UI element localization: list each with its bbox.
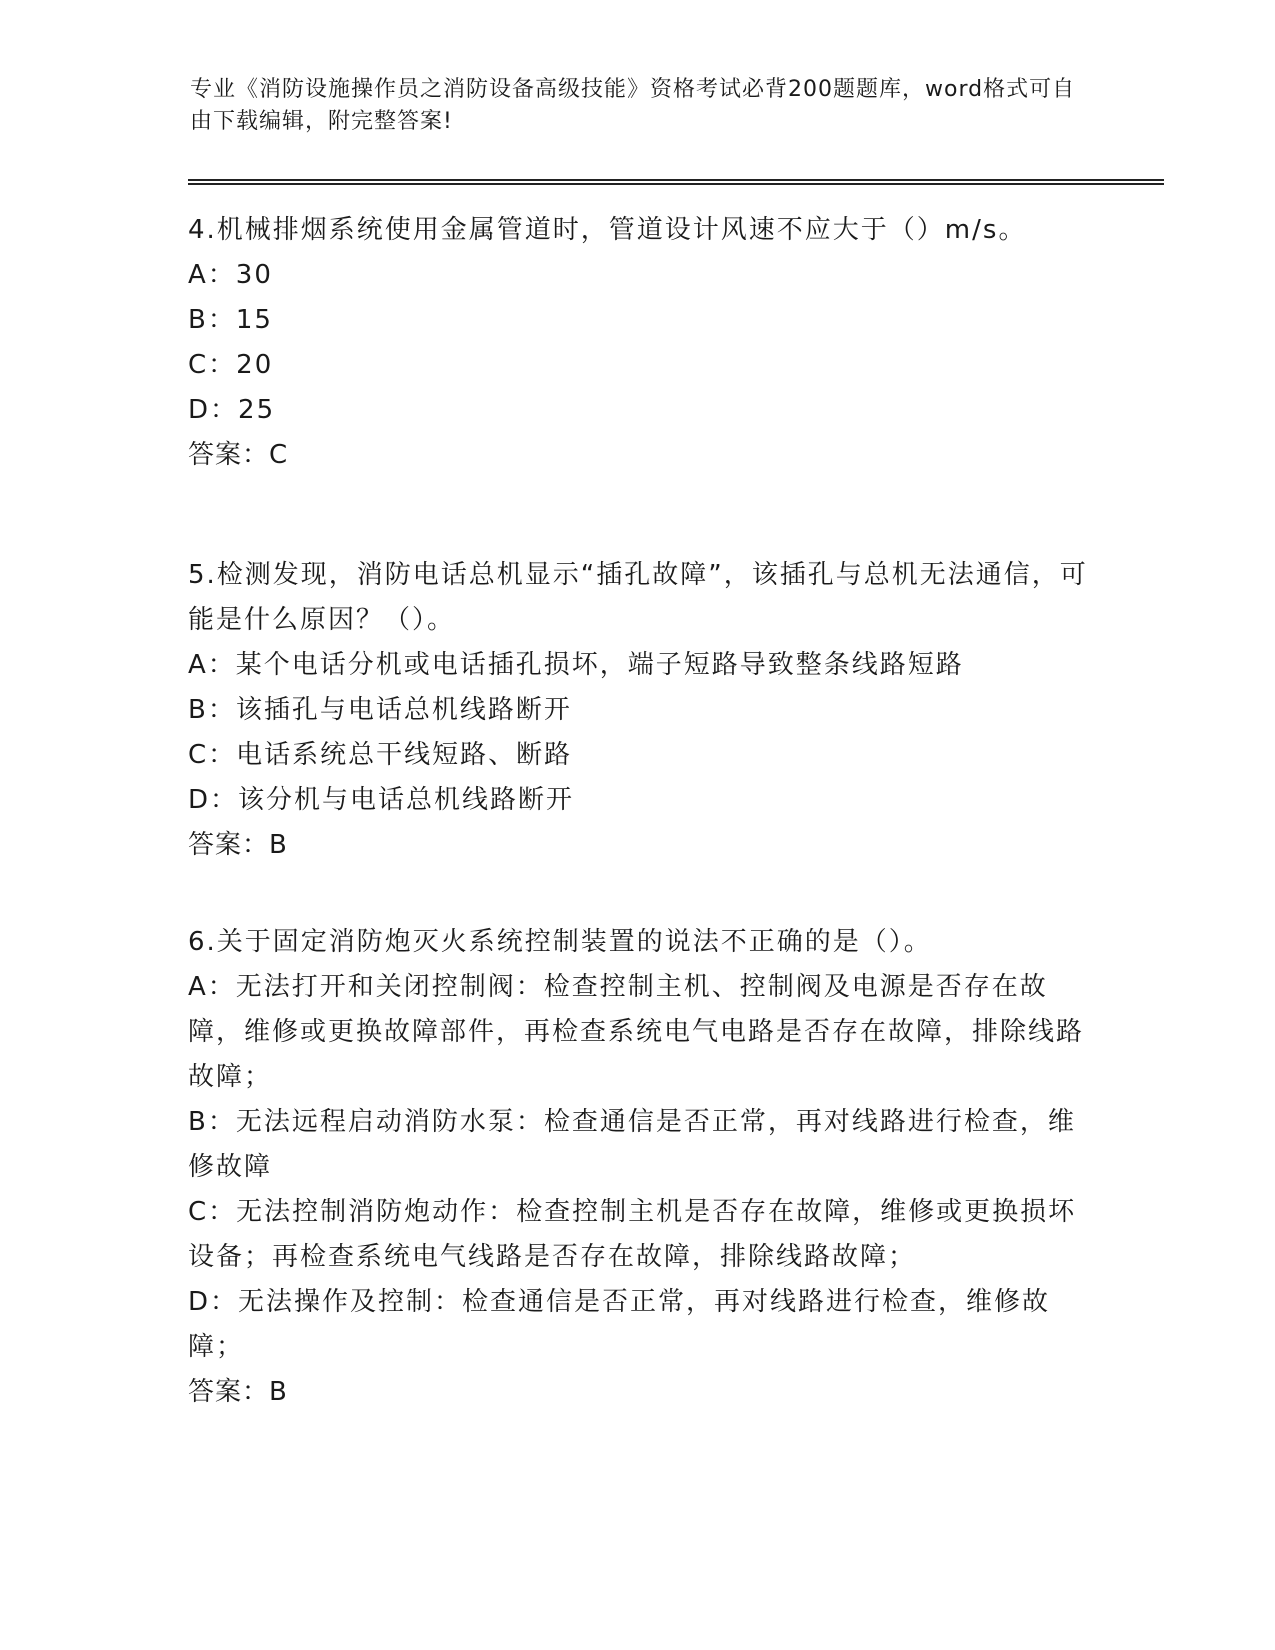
header-divider [188, 179, 1164, 185]
option-c: C：20 [188, 350, 274, 380]
option-d: D：无法操作及控制：检查通信是否正常，再对线路进行检查，维修故障； [188, 1287, 1051, 1362]
question-stem: 5.检测发现，消防电话总机显示“插孔故障”，该插孔与总机无法通信，可能是什么原因？（）。 [188, 560, 1088, 635]
question-stem: 6.关于固定消防炮灭火系统控制装置的说法不正确的是（）。 [188, 927, 932, 957]
question-6 [188, 920, 1088, 1415]
option-d: D：25 [188, 395, 276, 425]
question-4 [188, 208, 1088, 478]
answer-line: 答案：C [188, 440, 289, 470]
document-header: 专业《消防设施操作员之消防设备高级技能》资格考试必背200题题库，word格式可自由下载编辑，附完整答案! [190, 77, 1076, 134]
question-stem: 4.机械排烟系统使用金属管道时，管道设计风速不应大于（）m/s。 [188, 215, 1027, 245]
answer-line: 答案：B [188, 1377, 288, 1407]
option-c: C：电话系统总干线短路、断路 [188, 740, 573, 770]
option-a: A：某个电话分机或电话插孔损坏，端子短路导致整条线路短路 [188, 650, 964, 680]
option-c: C：无法控制消防炮动作：检查控制主机是否存在故障，维修或更换损坏设备；再检查系统电气线路是否存在故障，排除线路故障； [188, 1197, 1077, 1272]
option-d: D：该分机与电话总机线路断开 [188, 785, 575, 815]
question-5 [188, 553, 1088, 868]
option-b: B：15 [188, 305, 273, 335]
option-b: B：无法远程启动消防水泵：检查通信是否正常，再对线路进行检查，维修故障 [188, 1107, 1076, 1182]
option-b: B：该插孔与电话总机线路断开 [188, 695, 572, 725]
option-a: A：无法打开和关闭控制阀：检查控制主机、控制阀及电源是否存在故障，维修或更换故障部件，再检查系统电气电路是否存在故障，排除线路故障； [188, 972, 1085, 1092]
option-a: A：30 [188, 260, 273, 290]
answer-line: 答案：B [188, 830, 288, 860]
